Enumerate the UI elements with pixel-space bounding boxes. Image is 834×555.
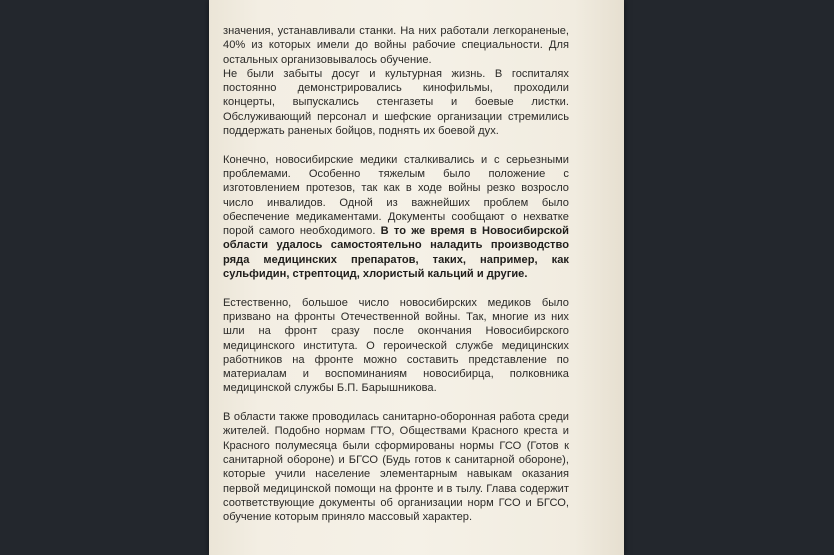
paragraph-3-text: Конечно, новосибирские медики сталкивались и с серьезными проблемами. Особенно тяжелым было положение с изготовлением протезов, так как в ходе войны резко возросло число инвалидов. Одной из важнейших проблем было обеспечение медикаментами. Документы сообщают о нехватке порой самого необходимого. xyxy=(223,153,569,238)
document-page xyxy=(209,0,624,555)
paragraph-gap xyxy=(223,138,569,152)
paragraph-3-bold-text: В то же время в Новосибирской области удалось самостоятельно наладить производство ряда медицинских препаратов, таких, например, как сульфидин, стрептоцид, хлористый кальций и другие. xyxy=(223,225,569,281)
page-text xyxy=(223,24,569,524)
paragraph-2: Не были забыты досуг и культурная жизнь. В госпиталях постоянно демонстрировались кинофильмы, проходили концерты, выпускались стенгазеты и боевые листки. Обслуживающий персонал и шефские организации стремились поддержать раненых бойцов, поднять их боевой дух. xyxy=(223,67,569,138)
paragraph-gap xyxy=(223,281,569,295)
paragraph-1: значения, устанавливали станки. На них работали легкораненые, 40% из которых имели до войны рабочие специальности. Для остальных организовывалось обучение. xyxy=(223,25,569,66)
paragraph-gap xyxy=(223,396,569,410)
paragraph-3 xyxy=(223,153,569,282)
paragraph-4: Естественно, большое число новосибирских медиков было призвано на фронты Отечественной войны. Так, многие из них шли на фронт сразу после окончания Новосибирского медицинского института. О героической службе медицинских работников на фронте можно составить представление по материалам и воспоминаниям новосибирца, полковника медицинской службы Б.П. Барышникова. xyxy=(223,296,569,395)
paragraph-5: В области также проводилась санитарно-оборонная работа среди жителей. Подобно нормам ГТО, Обществами Красного креста и Красного полумесяца были сформированы нормы ГСО (Готов к санитарной обороне) и БГСО (Будь готов к санитарной обороне), которые учили население элементарным навыкам оказания первой медицинской помощи на фронте и в тылу. Глава содержит соответствующие документы об организации норм ГСО и БГСО, обучение которым приняло массовый характер. xyxy=(223,411,569,524)
